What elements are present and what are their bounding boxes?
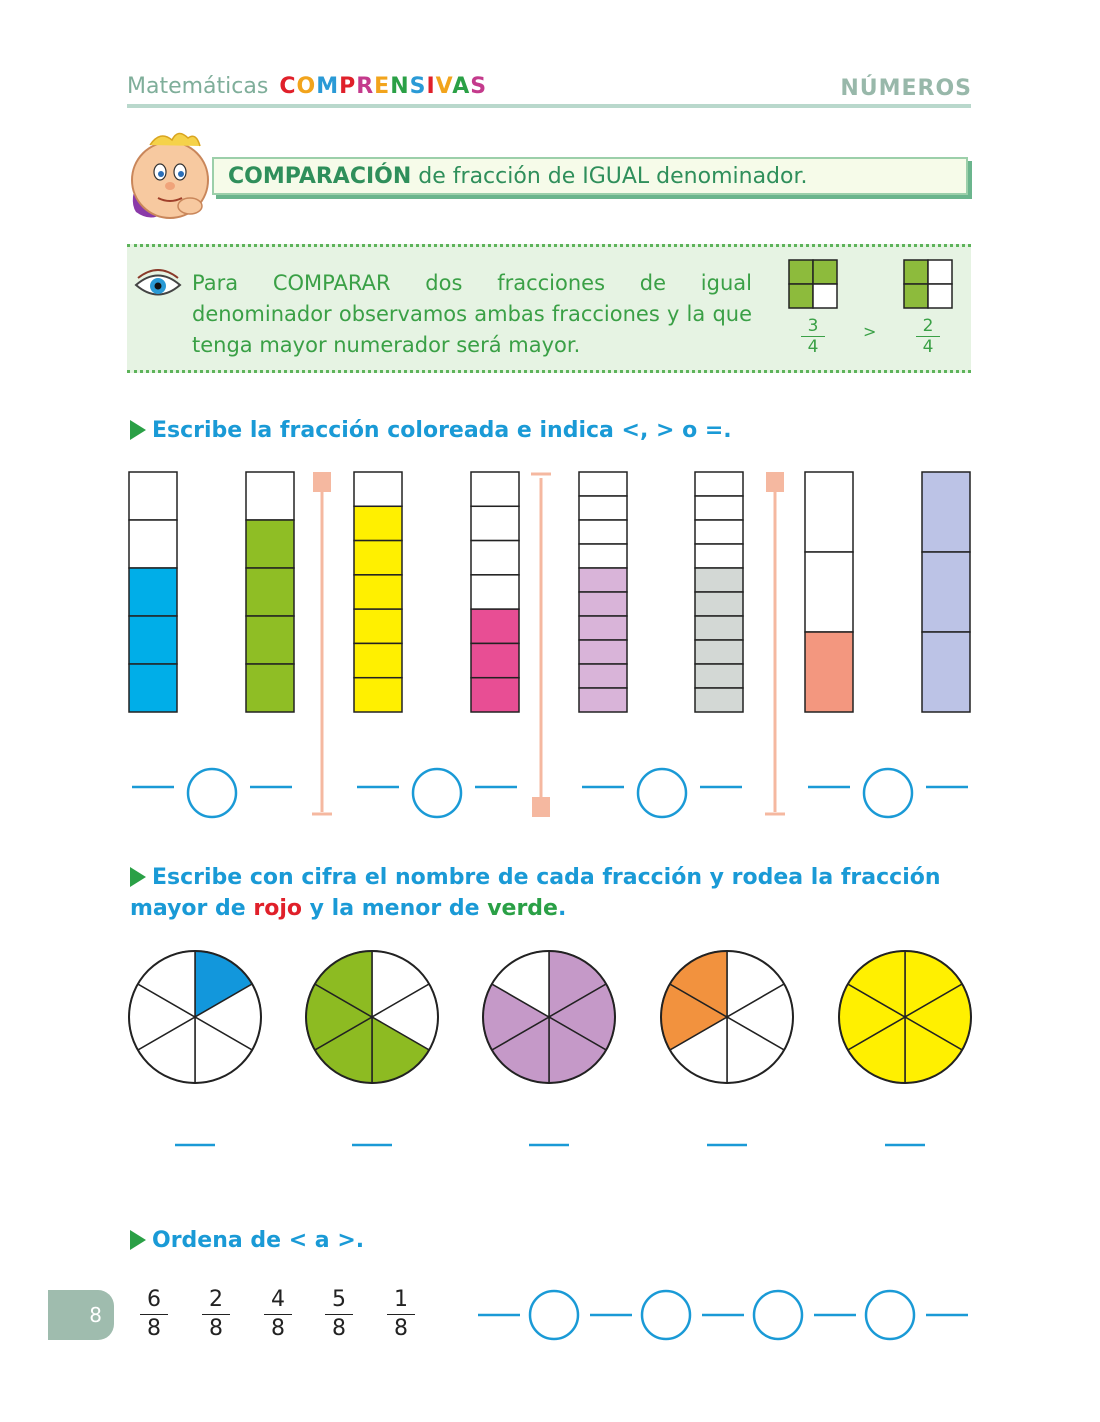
order-fraction-num: 5 [325, 1286, 353, 1315]
instruction-3-text: Ordena de < a >. [152, 1228, 365, 1253]
instruction-2-red: rojo [253, 896, 303, 921]
instruction-2-text-c: . [557, 896, 567, 921]
title-bold: COMPARACIÓN [228, 164, 412, 189]
order-fraction-num: 2 [202, 1286, 230, 1315]
order-fraction-num: 1 [387, 1286, 415, 1315]
order-fraction-den: 8 [271, 1316, 285, 1341]
info-text: Para COMPARAR dos fracciones de igual denominador observamos ambas fracciones y la que tenga mayor numerador será mayor. [192, 271, 752, 357]
answer-circle[interactable] [642, 1291, 690, 1339]
example-right-den: 4 [922, 337, 934, 357]
header-brand: COMPRENSIVAS [279, 74, 488, 99]
instruction-2-text-b: y la menor de [302, 896, 488, 921]
header-subject: Matemáticas [127, 74, 269, 99]
instruction-2-text-a: Escribe con cifra el nombre de cada fracción y rodea la fracción mayor de [130, 865, 941, 921]
answer-circle[interactable] [866, 1291, 914, 1339]
example-left-num: 3 [801, 316, 825, 337]
order-fraction-num: 4 [264, 1286, 292, 1315]
order-fraction-den: 8 [394, 1316, 408, 1341]
instruction-2-green: verde [487, 896, 558, 921]
header-section: NÚMEROS [840, 76, 972, 101]
example-right-num: 2 [916, 316, 940, 337]
example-symbol: > [863, 322, 877, 341]
order-fraction-den: 8 [332, 1316, 346, 1341]
order-fraction-num: 6 [140, 1286, 168, 1315]
page-number: 8 [48, 1290, 114, 1340]
answer-circle[interactable] [754, 1291, 802, 1339]
order-fraction-den: 8 [209, 1316, 223, 1341]
instruction-1-text: Escribe la fracción coloreada e indica <, > o =. [152, 418, 732, 443]
order-fraction-den: 8 [147, 1316, 161, 1341]
title-rest: de fracción de IGUAL denominador. [411, 164, 808, 189]
answer-circle[interactable] [530, 1291, 578, 1339]
example-left-den: 4 [807, 337, 819, 357]
